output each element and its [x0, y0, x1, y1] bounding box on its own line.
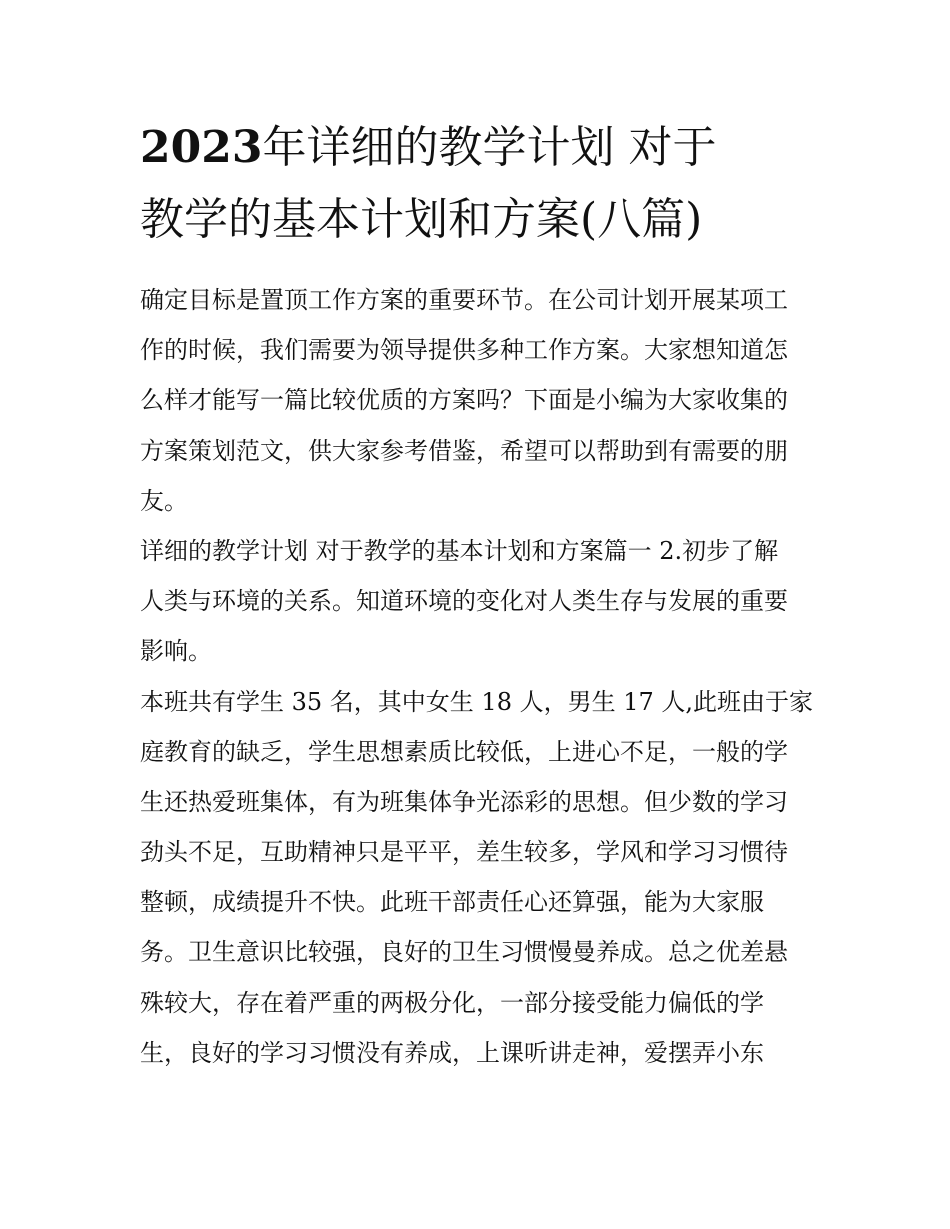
title-line-2: 教学的基本计划和方案(八篇): [140, 194, 703, 245]
text-line: 务。卫生意识比较强，良好的卫生习惯慢曼养成。总之优差悬: [140, 938, 788, 967]
text-line: 人类与环境的关系。知道环境的变化对人类生存与发展的重要: [140, 587, 788, 616]
text-line: 庭教育的缺乏，学生思想素质比较低，上进心不足，一般的学: [140, 737, 788, 766]
document-title: [140, 112, 820, 256]
text-line: 么样才能写一篇比较优质的方案吗？下面是小编为大家收集的: [140, 386, 788, 415]
paragraph-class-description: [140, 682, 820, 1084]
title-line-1-text: 年详细的教学计划 对于: [262, 122, 717, 173]
text-line: 方案策划范文，供大家参考借鉴，希望可以帮助到有需要的朋: [140, 436, 788, 465]
text-line: 生还热爱班集体，有为班集体争光添彩的思想。但少数的学习: [140, 787, 788, 816]
text-line: 整顿，成绩提升不快。此班干部责任心还算强，能为大家服: [140, 888, 764, 917]
title-line-1: [140, 112, 820, 184]
text-line: 本班共有学生 35 名，其中女生 18 人，男生 17 人,此班由于家: [140, 687, 814, 716]
paragraph-section-one: [140, 531, 820, 682]
text-line: 影响。: [140, 637, 212, 666]
text-line: 详细的教学计划 对于教学的基本计划和方案篇一 2.初步了解: [140, 536, 779, 565]
document-body: [140, 280, 820, 1083]
text-line: 劲头不足，互助精神只是平平，差生较多，学风和学习习惯待: [140, 838, 788, 867]
text-line: 殊较大，存在着严重的两极分化，一部分接受能力偏低的学: [140, 988, 764, 1017]
text-line: 作的时候，我们需要为领导提供多种工作方案。大家想知道怎: [140, 336, 788, 365]
paragraph-intro: [140, 280, 820, 531]
text-line: 生，良好的学习习惯没有养成，上课听讲走神，爱摆弄小东: [140, 1038, 764, 1067]
text-line: 友。: [140, 486, 188, 515]
text-line: 确定目标是置顶工作方案的重要环节。在公司计划开展某项工: [140, 286, 788, 314]
title-year: 2023: [140, 122, 263, 173]
